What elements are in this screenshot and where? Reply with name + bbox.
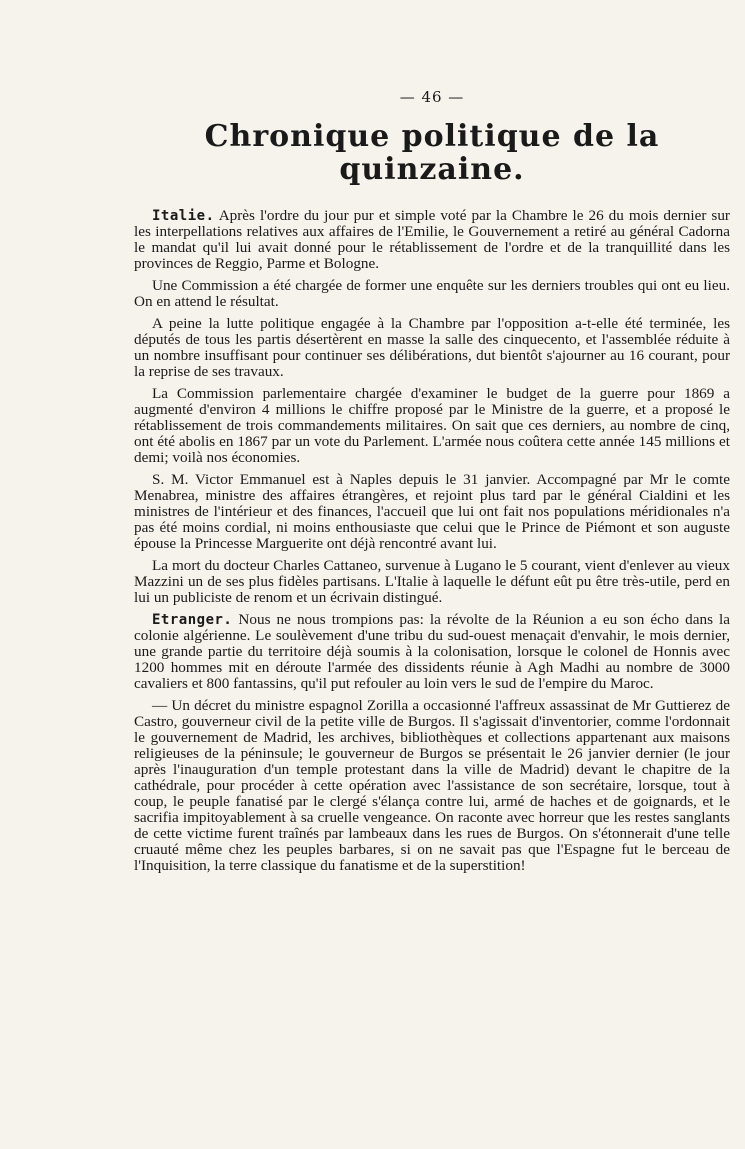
page-body xyxy=(134,88,730,880)
paragraph xyxy=(134,612,730,692)
paragraph xyxy=(134,208,730,272)
paragraph: A peine la lutte politique engagée à la Chambre par l'opposition a-t-elle été terminée, les députés de tous les partis désertèrent en masse la salle des cinquecento, et l'assemblée réduite à un nombre insuffisant pour continuer ses délibérations, dut bientôt s'ajourner au 16 courant, pour la reprise de ses travaux. xyxy=(134,315,730,380)
paragraph: Une Commission a été chargée de former une enquête sur les derniers troubles qui ont eu lieu. On en attend le résultat. xyxy=(134,277,730,310)
paragraph: — Un décret du ministre espagnol Zorilla a occasionné l'affreux assassinat de Mr Guttierez de Castro, gouverneur civil de la petite ville de Burgos. Il s'agissait d'inventorier, comme l'ordonnait le gouvernement de Madrid, les archives, bibliothèques et collections appartenant aux maisons religieuses de la péninsule; le gouverneur de Burgos se présentait le 26 janvier dernier (le jour après l'inauguration d'un temple protestant dans la ville de Madrid) devant le chapitre de la cathédrale, pour procéder à cette opération avec l'assistance de son secrétaire, lorsque, tout à coup, le peuple fanatisé par le clergé s'élança contre lui, armé de haches et de goignards, et le sacrifia impitoyablement à sa cruelle vengeance. On raconte avec horreur que les restes sanglants de cette victime furent traînés par lambeaux dans les rues de Burgos. On s'étonnerait d'une telle cruauté même chez les peuples barbares, si on ne savait pas que l'Espagne fut le berceau de l'Inquisition, la terre classique du fanatisme et de la superstition! xyxy=(134,697,730,874)
paragraph-text: Nous ne nous trompions pas: la révolte de la Réunion a eu son écho dans la colonie algérienne. Le soulèvement d'une tribu du sud-ouest menaçait d'envahir, le mois dernier, une grande partie du territoire déjà soumis à la colonisation, lorsque le colonel de Honnis avec 1200 hommes mit en déroute l'armée des dissidents réunie à Agh Madhi au nombre de 3000 cavaliers et 800 fantassins, qu'il put refouler au loin vers le sud de l'empire du Maroc. xyxy=(134,611,730,692)
section-italie xyxy=(134,208,730,606)
section-etranger xyxy=(134,612,730,874)
section-heading: Etranger. xyxy=(152,612,233,628)
paragraph: La Commission parlementaire chargée d'examiner le budget de la guerre pour 1869 a augmenté d'environ 4 millions le chiffre proposé par le Ministre de la guerre, et a proposé le rétablissement de trois commandements militaires. On sait que ces derniers, au nombre de cinq, ont été abolis en 1867 par un vote du Parlement. L'armée nous coûtera cette année 145 millions et demi; voilà nos économies. xyxy=(134,385,730,466)
section-heading: Italie. xyxy=(152,208,215,224)
paragraph-text: Après l'ordre du jour pur et simple voté par la Chambre le 26 du mois dernier sur les interpellations relatives aux affaires de l'Emilie, le Gouvernement a retiré au général Cadorna le mandat qu'il lui avait donné pour le rétablissement de l'ordre et de la tranquillité dans les provinces de Reggio, Parme et Bologne. xyxy=(134,207,730,272)
paragraph: S. M. Victor Emmanuel est à Naples depuis le 31 janvier. Accompagné par Mr le comte Menabrea, ministre des affaires étrangères, et rejoint plus tard par le général Cialdini et les ministres de l'intérieur et des finances, l'accueil que lui ont fait nos populations méridionales n'a pas été moins cordial, ni moins enthousiaste que celui que le Prince de Piémont et son auguste épouse la Princesse Marguerite ont déjà rencontré avant lui. xyxy=(134,471,730,552)
paragraph: La mort du docteur Charles Cattaneo, survenue à Lugano le 5 courant, vient d'enlever au vieux Mazzini un de ses plus fidèles partisans. L'Italie à laquelle le défunt eût pu être très-utile, perd en lui un publiciste de renom et un écrivain distingué. xyxy=(134,557,730,606)
page-title: Chronique politique de la quinzaine. xyxy=(204,119,660,187)
page-number: — 46 — xyxy=(399,88,465,106)
